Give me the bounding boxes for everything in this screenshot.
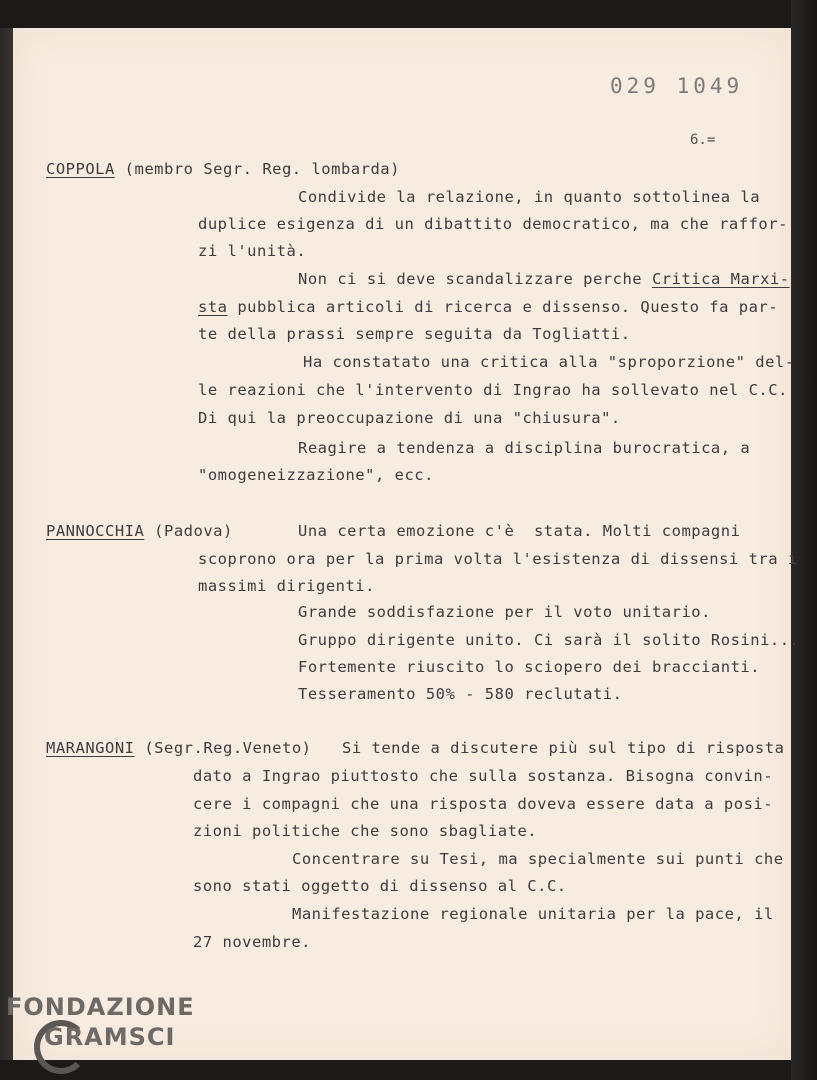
text-line: dato a Ingrao piuttosto che sulla sostanza. Bisogna convin- [193,767,774,785]
text-line: zi l'unità. [198,242,307,260]
journal-title-cont: sta [198,298,228,316]
scan-binder-edge [791,0,817,1080]
speaker-role: (Segr.Reg.Veneto) [144,739,312,757]
text-line: Ha constatato una critica alla "sproporzione" del- [303,353,795,371]
speaker-name: COPPOLA [46,160,115,178]
speaker-heading-marangoni [46,739,311,757]
text-line [198,298,778,316]
watermark-line-1: FONDAZIONE [6,993,195,1021]
text-line [298,270,790,288]
text-line: Manifestazione regionale unitaria per la pace, il [292,905,774,923]
text-line: Concentrare su Tesi, ma specialmente sui punti che [292,850,784,868]
text-line: cere i compagni che una risposta doveva essere data a posi- [193,795,774,813]
text-line: Gruppo dirigente unito. Ci sarà il solito Rosini... [298,631,800,649]
watermark-line-2: GRAMSCI [44,1023,176,1051]
text-line: Fortemente riuscito lo sciopero dei braccianti. [298,658,761,676]
watermark-logo [6,992,195,1052]
text-line: Grande soddisfazione per il voto unitario. [298,603,711,621]
text-segment: Non ci si deve scandalizzare perche [298,270,652,288]
speaker-heading-coppola [46,160,400,178]
text-line: le reazioni che l'intervento di Ingrao ha sollevato nel C.C. [198,381,788,399]
text-line: Reagire a tendenza a disciplina burocratica, a [298,439,751,457]
text-segment: pubblica articoli di ricerca e dissenso. Questo fa par- [227,298,779,316]
text-line: Si tende a discutere più sul tipo di risposta [342,739,785,757]
journal-title: Critica Marxi- [651,270,790,288]
speaker-heading-pannocchia [46,522,233,540]
text-line: Tesseramento 50% - 580 reclutati. [298,685,623,703]
scan-left-edge [0,28,14,1060]
text-line: Condivide la relazione, in quanto sottolinea la [298,188,761,206]
speaker-role: (membro Segr. Reg. lombarda) [124,160,400,178]
text-line: zioni politiche che sono sbagliate. [193,822,538,840]
speaker-name: PANNOCCHIA [46,522,145,540]
archive-stamp-number: 029 1049 [610,74,744,98]
text-line: scoprono ora per la prima volta l'esistenza di dissensi tra i [198,550,798,568]
text-line: Una certa emozione c'è stata. Molti compagni [298,522,741,540]
text-line: Di qui la preoccupazione di una "chiusura". [198,409,621,427]
speaker-role: (Padova) [154,522,233,540]
text-line: te della prassi sempre seguita da Togliatti. [198,325,631,343]
page-number: 6.= [690,132,716,148]
text-line: massimi dirigenti. [198,577,375,595]
text-line: "omogeneizzazione", ecc. [198,466,434,484]
text-line: sono stati oggetto di dissenso al C.C. [193,877,567,895]
speaker-name: MARANGONI [46,739,135,757]
text-line: 27 novembre. [193,933,311,951]
text-line: duplice esigenza di un dibattito democratico, ma che raffor- [198,215,788,233]
